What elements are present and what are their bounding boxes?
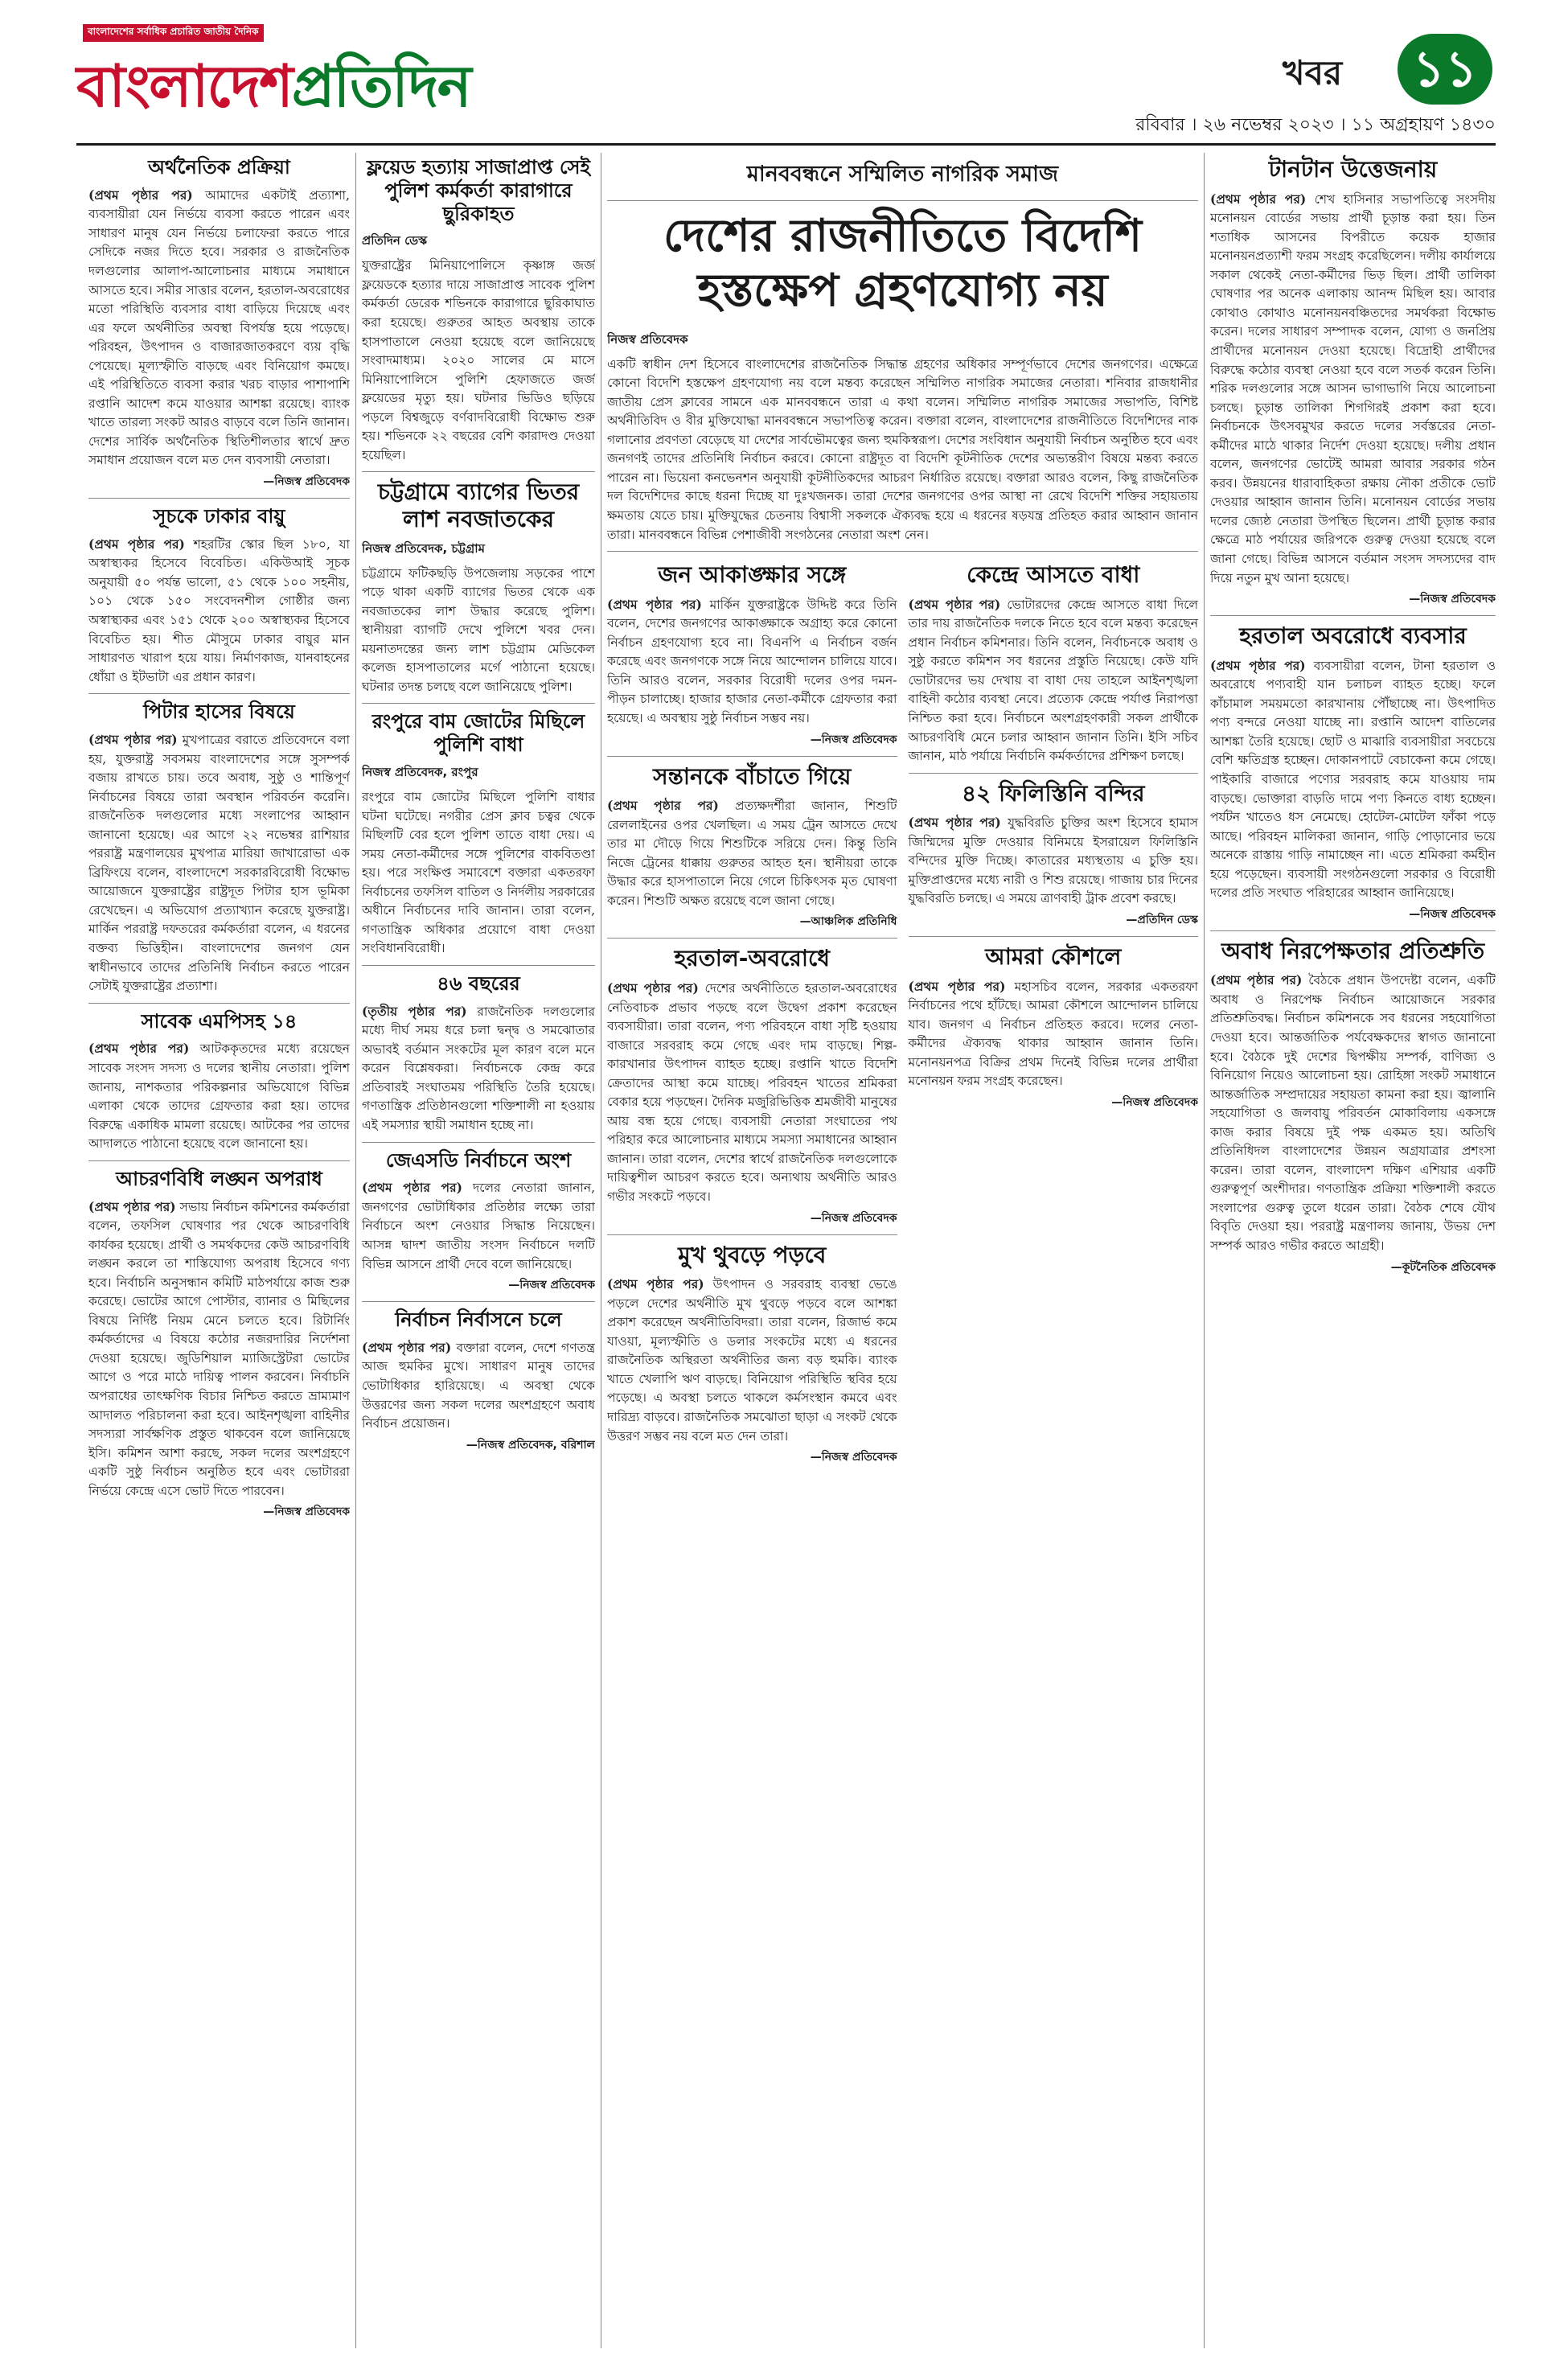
continuation-lead: (প্রথম পৃষ্ঠার পর) xyxy=(362,1339,452,1355)
story-sign: —কূটনৈতিক প্রতিবেদক xyxy=(1390,1260,1496,1274)
story-strategy xyxy=(909,943,1199,1119)
page-number-badge: ১১ xyxy=(1398,34,1492,105)
story-text: দেশের অর্থনীতিতে হরতাল-অবরোধের নেতিবাচক প্রভাব পড়ছে বলে উদ্বেগ প্রকাশ করেছেন ব্যবসায়ীরা। তারা বলেন, পণ্য পরিবহনে বাধা সৃষ্টি হওয়ায় বাজারে সরবরাহ কমে গেছে এবং দাম বাড়ছে। শিল্প-কারখানার উৎপাদন ব্যাহত হচ্ছে। রপ্তানি খাতে বিদেশি ক্রেতাদের আস্থা কমে যাচ্ছে। পরিবহন খাতের শ্রমিকরা বেকার হয়ে পড়ছেন। দৈনিক মজুরিভিত্তিক শ্রমজীবী মানুষের আয় বন্ধ হয়ে গেছে। ব্যবসায়ী নেতারা সংঘাতের পথ পরিহার করে আলোচনার মাধ্যমে সমস্যা সমাধানের আহ্বান জানান। তারা বলেন, দেশের স্বার্থে রাজনৈতিক দলগুলোকে দায়িত্বশীল আচরণ করতে হবে। অন্যথায় অর্থনীতি আরও গভীর সংকটে পড়বে। xyxy=(607,980,897,1204)
story-body xyxy=(607,796,897,910)
continuation-lead: (প্রথম পৃষ্ঠার পর) xyxy=(607,980,699,996)
column-b xyxy=(362,153,595,2348)
center-column xyxy=(607,153,1198,2348)
story-rangpur xyxy=(362,710,595,966)
story-body xyxy=(607,595,897,729)
story-sign: —নিজস্ব প্রতিবেদক xyxy=(810,733,897,746)
story-body xyxy=(909,813,1199,909)
continuation-lead: (প্রথম পৃষ্ঠার পর) xyxy=(1210,657,1306,673)
story-headline[interactable]: জেএসডি নির্বাচনে অংশ xyxy=(385,1148,572,1172)
continuation-lead: (তৃতীয় পৃষ্ঠার পর) xyxy=(362,1003,467,1019)
story-chattogram xyxy=(362,478,595,704)
story-headline[interactable]: ৪৬ বছরের xyxy=(437,971,520,995)
story-body xyxy=(362,1338,595,1434)
masthead xyxy=(0,0,1568,161)
story-46-years xyxy=(362,972,595,1143)
story-election-exile xyxy=(362,1308,595,1461)
logo-part-protidin: প্রতিদিন xyxy=(291,52,470,120)
story-collapse xyxy=(607,1242,897,1474)
continuation-lead: (প্রথম পৃষ্ঠার পর) xyxy=(1210,972,1303,988)
story-headline[interactable]: পিটার হাসের বিষয়ে xyxy=(143,700,295,724)
story-headline[interactable]: সন্তানকে বাঁচাতে গিয়ে xyxy=(653,762,852,790)
lead-story xyxy=(607,153,1198,552)
logo-wordmark xyxy=(76,42,470,130)
story-body xyxy=(607,979,897,1207)
lead-body: একটি স্বাধীন দেশ হিসেবে বাংলাদেশের রাজনৈতিক সিদ্ধান্ত গ্রহণের অধিকার সম্পূর্ণভাবে দেশের জনগণের। এক্ষেত্রে কোনো বিদেশি হস্তক্ষেপ গ্রহণযোগ্য নয় বলে মন্তব্য করেছেন সম্মিলিত নাগরিক সমাজের নেতারা। শনিবার রাজধানীর জাতীয় প্রেস ক্লাবের সামনে এক মানববন্ধনে তারা এ কথা বলেন। সম্মিলিত নাগরিক সমাজের সভাপতি, বিশিষ্ট অর্থনীতিবিদ ও বীর মুক্তিযোদ্ধা মানববন্ধনে সভাপতিত্ব করেন। বক্তারা বলেন, বাংলাদেশের রাজনীতিতে বিদেশিদের নাক গলানোর প্রবণতা বেড়েছে যা দেশের সার্বভৌমত্বের জন্য হুমকিস্বরূপ। দেশের সংবিধান অনুযায়ী নির্বাচন অনুষ্ঠিত হবে এবং জনগণই তাদের প্রতিনিধি নির্বাচন করবে। কোনো রাষ্ট্রদূত বা বিদেশি কূটনীতিক দেশের অভ্যন্তরীণ বিষয়ে মন্তব্য করতে পারেন না। ভিয়েনা কনভেনশন অনুযায়ী কূটনীতিকদের আচরণ নির্ধারিত রয়েছে। বক্তারা আরও বলেন, কিছু রাজনৈতিক দল বিদেশিদের কাছে ধরনা দিচ্ছে যা দুঃখজনক। তারা দেশের জনগণের ওপর আস্থা না রেখে বিদেশি শক্তির সহায়তায় ক্ষমতায় যেতে চায়। মুক্তিযুদ্ধের চেতনায় বিশ্বাসী সকলকে ঐক্যবদ্ধ হয়ে এ ধরনের ষড়যন্ত্র প্রতিহত করার আহ্বান জানান তারা। মানববন্ধনে বিভিন্ন পেশাজীবী সংগঠনের নেতারা অংশ নেন। xyxy=(607,356,1198,542)
newspaper-logo[interactable] xyxy=(76,24,470,153)
story-text: মার্কিন যুক্তরাষ্ট্রকে উদ্দিষ্ট করে তিনি বলেন, দেশের জনগণের আকাঙ্ক্ষাকে অগ্রাহ্য করে কোনো নির্বাচন গ্রহণযোগ্য হবে না। বিএনপি এ নির্বাচন বর্জন করেছে এবং জনগণকে সঙ্গে নিয়ে আন্দোলন চালিয়ে যাবে। তিনি আরও বলেন, সরকার বিরোধী দলের ওপর দমন-পীড়ন চালাচ্ছে। হাজার হাজার নেতা-কর্মীকে গ্রেফতার করা হয়েছে। এ অবস্থায় সুষ্ঠু নির্বাচন সম্ভব নয়। xyxy=(607,597,897,725)
story-headline[interactable]: নির্বাচন নির্বাসনে চলে xyxy=(395,1308,562,1332)
continuation-lead: (প্রথম পৃষ্ঠার পর) xyxy=(908,815,1001,831)
center-grid xyxy=(607,558,1198,1480)
story-headline[interactable]: রংপুরে বাম জোটের মিছিলে পুলিশি বাধা xyxy=(371,710,585,757)
continuation-lead: (প্রথম পৃষ্ঠার পর) xyxy=(607,798,719,814)
story-byline: নিজস্ব প্রতিবেদক, চট্টগ্রাম xyxy=(362,540,485,556)
story-text: বৈঠকে প্রধান উপদেষ্টা বলেন, একটি অবাধ ও নিরপেক্ষ নির্বাচন আয়োজনে সরকার প্রতিশ্রুতিবদ্ধ। নির্বাচন কমিশনকে সব ধরনের সহযোগিতা দেওয়া হবে। আন্তর্জাতিক পর্যবেক্ষকদের স্বাগত জানানো হবে। বৈঠকে দুই দেশের দ্বিপক্ষীয় সম্পর্ক, বাণিজ্য ও বিনিয়োগ নিয়েও আলোচনা হয়। রোহিঙ্গা সংকট সমাধানে আন্তর্জাতিক সম্প্রদায়ের সহায়তা কামনা করা হয়। জ্বালানি সহযোগিতা ও জলবায়ু পরিবর্তন মোকাবিলায় একসঙ্গে কাজ করার বিষয়ে দুই পক্ষ একমত হয়। অতিথি প্রতিনিধিদল বাংলাদেশের উন্নয়ন অগ্রযাত্রার প্রশংসা করেন। তারা বলেন, বাংলাদেশ দক্ষিণ এশিয়ার একটি গুরুত্বপূর্ণ অংশীদার। গণতান্ত্রিক প্রক্রিয়া শক্তিশালী করতে সংলাপের গুরুত্ব তুলে ধরেন তারা। বৈঠক শেষে যৌথ বিবৃতি দেওয়া হয়। পররাষ্ট্র মন্ত্রণালয় জানায়, উভয় দেশ সম্পর্ক আরও গভীর করতে আগ্রহী। xyxy=(1210,973,1496,1254)
story-sign: —নিজস্ব প্রতিবেদক xyxy=(1111,1095,1198,1109)
story-headline[interactable]: সূচকে ঢাকার বায়ু xyxy=(153,505,285,528)
story-sign: —নিজস্ব প্রতিবেদক xyxy=(508,1279,595,1292)
story-headline[interactable]: ফ্লয়েড হত্যায় সাজাপ্রাপ্ত সেই পুলিশ কর্মকর্তা কারাগারে ছুরিকাহত xyxy=(367,156,590,225)
story-headline[interactable]: মুখ থুবড়ে পড়বে xyxy=(678,1241,827,1268)
story-hartal-oborodh xyxy=(607,945,897,1234)
story-sign: —প্রতিদিন ডেস্ক xyxy=(1126,913,1198,926)
story-code-of-conduct xyxy=(88,1168,350,1529)
story-body: যুক্তরাষ্ট্রের মিনিয়াপোলিসে কৃষ্ণাঙ্গ জর্জ ফ্লয়েডকে হত্যার দায়ে সাজাপ্রাপ্ত সাবেক পুলিশ কর্মকর্তা ডেরেক শভিনকে কারাগারে ছুরিকাঘাত করা হয়েছে। গুরুতর আহত অবস্থায় তাকে হাসপাতালে নেওয়া হয়েছে বলে জানিয়েছে সংবাদমাধ্যম। ২০২০ সালের মে মাসে মিনিয়াপোলিসে পুলিশি হেফাজতে জর্জ ফ্লয়েডের মৃত্যু হয়। ঘটনার ভিডিও ছড়িয়ে পড়লে বিশ্বজুড়ে বর্ণবাদবিরোধী বিক্ষোভ শুরু হয়। শভিনকে ২২ বছরের বেশি কারাদণ্ড দেওয়া হয়েছিল। xyxy=(362,258,595,462)
continuation-lead: (প্রথম পৃষ্ঠার পর) xyxy=(908,978,1006,994)
story-sign: —নিজস্ব প্রতিবেদক xyxy=(810,1451,897,1464)
story-text: যুদ্ধবিরতি চুক্তির অংশ হিসেবে হামাস জিম্মিদের মুক্তি দেওয়ার বিনিময়ে ইসরায়েল ফিলিস্তিনি বন্দিদের মুক্তি দিচ্ছে। কাতারের মধ্যস্থতায় এ চুক্তি হয়। মুক্তিপ্রাপ্তদের মধ্যে নারী ও শিশু রয়েছে। গাজায় চার দিনের যুদ্ধবিরতি চলছে। এ সময়ে ত্রাণবাহী ট্রাক প্রবেশ করছে। xyxy=(908,815,1198,906)
story-headline[interactable]: অর্থনৈতিক প্রক্রিয়া xyxy=(148,156,290,179)
story-body xyxy=(1210,971,1496,1255)
story-body xyxy=(1210,190,1496,588)
continuation-lead: (প্রথম পৃষ্ঠার পর) xyxy=(607,1276,704,1292)
story-sign: —আঞ্চলিক প্রতিনিধি xyxy=(799,915,897,929)
story-public-aspiration xyxy=(607,561,897,756)
story-headline[interactable]: আমরা কৌশলে xyxy=(985,943,1122,970)
masthead-rule xyxy=(76,143,1496,146)
story-sign: —নিজস্ব প্রতিবেদক, বরিশাল xyxy=(466,1438,595,1452)
story-text: মুখপাত্রের বরাতে প্রতিবেদনে বলা হয়, যুক্তরাষ্ট্র সবসময় বাংলাদেশের সঙ্গে সুসম্পর্ক বজায় রাখতে চায়। তবে অবাধ, সুষ্ঠু ও শান্তিপূর্ণ নির্বাচনের বিষয়ে তারা অবস্থান পরিবর্তন করেনি। রাজনৈতিক দলগুলোর মধ্যে সংলাপের আহ্বান জানানো হয়েছে। এর আগে ২২ নভেম্বর রাশিয়ার পররাষ্ট্র মন্ত্রণালয়ের মুখপাত্র মারিয়া জাখারোভা এক ব্রিফিংয়ে বলেন, বাংলাদেশে সরকারবিরোধী বিক্ষোভ আয়োজনে যুক্তরাষ্ট্রের রাষ্ট্রদূত পিটার হাস ভূমিকা রেখেছেন। এ অভিযোগ প্রত্যাখ্যান করেছে যুক্তরাষ্ট্র। মার্কিন পররাষ্ট্র দফতরের কর্মকর্তারা বলেন, এ ধরনের বক্তব্য ভিত্তিহীন। বাংলাদেশের জনগণ যেন স্বাধীনভাবে তাদের প্রতিনিধি নির্বাচন করতে পারেন সেটাই যুক্তরাষ্ট্রের প্রত্যাশা। xyxy=(88,732,350,994)
continuation-lead: (প্রথম পৃষ্ঠার পর) xyxy=(1210,191,1307,207)
story-body xyxy=(88,1197,350,1501)
story-sign: —নিজস্ব প্রতিবেদক xyxy=(810,1211,897,1225)
logo-part-bangladesh: বাংলাদেশ xyxy=(76,52,292,120)
story-text: রাজনৈতিক দলগুলোর মধ্যে দীর্ঘ সময় ধরে চলা দ্বন্দ্ব ও সমঝোতার অভাবই বর্তমান সংকটের মূল কারণ বলে মনে করেন বিশ্লেষকরা। নির্বাচনকে কেন্দ্র করে প্রতিবারই সংঘাতময় পরিস্থিতি তৈরি হয়েছে। গণতান্ত্রিক প্রতিষ্ঠানগুলো শক্তিশালী না হওয়ায় এই সমস্যার স্থায়ী সমাধান হচ্ছে না। xyxy=(362,1004,595,1133)
story-body xyxy=(362,1178,595,1274)
story-text: আমাদের একটাই প্রত্যাশা, ব্যবসায়ীরা যেন নির্ভয়ে ব্যবসা করতে পারেন এবং সাধারণ মানুষ যেন নির্ভয়ে চলাফেরা করতে পারে সেদিকে নজর দিতে হবে। সরকার ও রাজনৈতিক দলগুলোর আলাপ-আলোচনার মাধ্যমে সমাধানে আসতে হবে। সমীর সাত্তার বলেন, হরতাল-অবরোধের মতো পরিস্থিতি ব্যবসার বাধা বাড়িয়ে দিয়েছে এবং এর ফলে অর্থনীতির অবস্থা বিপর্যস্ত হয়ে পড়েছে। পরিবহন, উৎপাদন ও বাজারজাতকরণে ব্যয় বৃদ্ধি পেয়েছে। মূল্যস্ফীতি বাড়ছে এবং বিনিয়োগ কমছে। এই পরিস্থিতিতে ব্যবসা করার খরচ বাড়ার পাশাপাশি রপ্তানি আদেশ কমে যাওয়ার আশঙ্কা রয়েছে। ব্যাংক খাতে তারল্য সংকট আরও বাড়বে বলে তিনি জানান। দেশের সার্বিক অর্থনৈতিক স্থিতিশীলতার স্বার্থে দ্রুত সমাধান প্রয়োজন বলে মত দেন ব্যবসায়ী নেতারা। xyxy=(88,187,350,468)
continuation-lead: (প্রথম পৃষ্ঠার পর) xyxy=(88,187,193,203)
continuation-lead: (প্রথম পৃষ্ঠার পর) xyxy=(362,1180,462,1196)
story-headline[interactable]: ৪২ ফিলিস্তিনি বন্দির xyxy=(961,779,1145,807)
story-sign: —নিজস্ব প্রতিবেদক xyxy=(263,475,350,488)
story-text: প্রত্যক্ষদর্শীরা জানান, শিশুটি রেললাইনের ওপর খেলছিল। এ সময় ট্রেন আসতে দেখে তার মা দৌড়ে গিয়ে শিশুটিকে সরিয়ে দেন। কিন্তু তিনি নিজে ট্রেনের ধাক্কায় গুরুতর আহত হন। স্থানীয়রা তাকে উদ্ধার করে হাসপাতালে নিয়ে গেলে চিকিৎসক মৃত ঘোষণা করেন। শিশুটি অক্ষত রয়েছে বলে জানা গেছে। xyxy=(607,799,897,908)
story-peter-haas xyxy=(88,700,350,1003)
story-text: মহাসচিব বলেন, সরকার একতরফা নির্বাচনের পথে হাঁটছে। আমরা কৌশলে আন্দোলন চালিয়ে যাব। জনগণ এ নির্বাচন প্রতিহত করবে। দলের নেতা-কর্মীদের ঐক্যবদ্ধ থাকার আহ্বান জানান তিনি। মনোনয়নপত্র বিক্রির প্রথম দিনেই বিভিন্ন দলের প্রার্থীরা মনোনয়ন ফরম সংগ্রহ করেছেন। xyxy=(908,979,1198,1089)
story-neutrality xyxy=(1210,938,1496,1284)
story-body xyxy=(909,595,1199,766)
center-grid-right xyxy=(909,558,1199,1480)
story-sign: —নিজস্ব প্রতিবেদক xyxy=(1409,907,1496,921)
story-former-mp xyxy=(88,1010,350,1161)
continuation-lead: (প্রথম পৃষ্ঠার পর) xyxy=(607,596,702,612)
lead-kicker: মানববন্ধনে সম্মিলিত নাগরিক সমাজ xyxy=(607,153,1198,201)
story-floyd xyxy=(362,156,595,472)
lead-headline[interactable]: দেশের রাজনীতিতে বিদেশি হস্তক্ষেপ গ্রহণযোগ্য নয় xyxy=(663,210,1142,318)
story-body: রংপুরে বাম জোটের মিছিলে পুলিশি বাধার ঘটনা ঘটেছে। নগরীর প্রেস ক্লাব চত্বর থেকে মিছিলটি বের হলে পুলিশ তাতে বাধা দেয়। এ সময় নেতা-কর্মীদের সঙ্গে পুলিশের বাকবিতণ্ডা হয়। পরে সংক্ষিপ্ত সমাবেশে বক্তারা একতরফা নির্বাচনের তফসিল বাতিল ও নির্দলীয় সরকারের অধীনে নির্বাচনের দাবি জানান। তারা বলেন, গণতান্ত্রিক অধিকার প্রয়োগে বাধা দেওয়া সংবিধানবিরোধী। xyxy=(362,790,595,956)
story-headline[interactable]: জন আকাঙ্ক্ষার সঙ্গে xyxy=(658,561,847,589)
story-headline[interactable]: টানটান উত্তেজনায় xyxy=(1268,156,1438,183)
story-business xyxy=(1210,622,1496,931)
column-a xyxy=(88,153,350,2348)
story-text: উৎপাদন ও সরবরাহ ব্যবস্থা ভেঙে পড়লে দেশের অর্থনীতি মুখ থুবড়ে পড়বে বলে আশঙ্কা প্রকাশ করেছেন অর্থনীতিবিদরা। তারা বলেন, রিজার্ভ কমে যাওয়া, মূল্যস্ফীতি ও ডলার সংকটের মধ্যে এ ধরনের রাজনৈতিক অস্থিরতা অর্থনীতির জন্য বড় হুমকি। ব্যাংক খাতে খেলাপি ঋণ বাড়ছে। বিনিয়োগ পরিস্থিতি স্থবির হয়ে পড়েছে। এ অবস্থা চলতে থাকলে কর্মসংস্থান কমবে এবং দারিদ্র্য বাড়বে। রাজনৈতিক সমঝোতা ছাড়া এ সংকট থেকে উত্তরণ সম্ভব নয় বলে মত দেন তারা। xyxy=(607,1277,897,1444)
continuation-lead: (প্রথম পৃষ্ঠার পর) xyxy=(88,1198,176,1214)
story-dhaka-air xyxy=(88,505,350,694)
story-jsd xyxy=(362,1149,595,1303)
column-e xyxy=(1210,153,1496,2348)
lead-byline: নিজস্ব প্রতিবেদক xyxy=(607,331,688,347)
story-text: ব্যবসায়ীরা বলেন, টানা হরতাল ও অবরোধে পণ্যবাহী যান চলাচল ব্যাহত হচ্ছে। ফলে কাঁচামাল সময়মতো কারখানায় পৌঁছাচ্ছে না। উৎপাদিত পণ্য বন্দরে নেওয়া যাচ্ছে না। রপ্তানি আদেশ বাতিলের আশঙ্কা তৈরি হয়েছে। ছোট ও মাঝারি ব্যবসায়ীরা সবচেয়ে বেশি ক্ষতিগ্রস্ত হচ্ছেন। দোকানপাটে বেচাকেনা কমে গেছে। পাইকারি বাজারে পণ্যের সরবরাহ কমে যাওয়ায় দাম বাড়ছে। ভোক্তারা বাড়তি দামে পণ্য কিনতে বাধ্য হচ্ছেন। পর্যটন খাতেও ধস নেমেছে। হোটেল-মোটেল ফাঁকা পড়ে আছে। পরিবহন মালিকরা জানান, গাড়ি পোড়ানোর ভয়ে অনেকে রাস্তায় গাড়ি নামাচ্ছেন না। এতে শ্রমিকরা কর্মহীন হয়ে পড়েছেন। ব্যবসায়ী সংগঠনগুলো সরকার ও বিরোধী দলের প্রতি সংঘাত পরিহারের আহ্বান জানিয়েছে। xyxy=(1210,658,1496,901)
story-headline[interactable]: সাবেক এমপিসহ ১৪ xyxy=(141,1009,298,1033)
story-text: সভায় নির্বাচন কমিশনের কর্মকর্তারা বলেন, তফসিল ঘোষণার পর থেকে আচরণবিধি কার্যকর হয়েছে। প্রার্থী ও সমর্থকদের কেউ আচরণবিধি লঙ্ঘন করলে তা শাস্তিযোগ্য অপরাধ হিসেবে গণ্য হবে। নির্বাচনি অনুসন্ধান কমিটি মাঠপর্যায়ে কাজ শুরু করেছে। ভোটের আগে পোস্টার, ব্যানার ও মিছিলের বিষয়ে নির্দিষ্ট নিয়ম মেনে চলতে হবে। রিটার্নিং কর্মকর্তাদের এ বিষয়ে কঠোর নজরদারির নির্দেশনা দেওয়া হয়েছে। জুডিশিয়াল ম্যাজিস্ট্রেটরা ভোটের আগে ও পরে মাঠে দায়িত্ব পালন করবেন। নির্বাচনি অপরাধের তাৎক্ষণিক বিচার নিশ্চিত করতে ভ্রাম্যমাণ আদালত পরিচালনা করা হবে। আইনশৃঙ্খলা বাহিনীর সদস্যরা সার্বক্ষণিক প্রস্তুত থাকবেন বলে জানিয়েছে ইসি। কমিশন আশা করছে, সকল দলের অংশগ্রহণে একটি সুষ্ঠু নির্বাচন অনুষ্ঠিত হবে এবং ভোটাররা নির্ভয়ে কেন্দ্রে এসে ভোট দিতে পারবেন। xyxy=(88,1199,350,1498)
story-headline[interactable]: হরতাল অবরোধে ব্যবসার xyxy=(1239,622,1467,650)
continuation-lead: (প্রথম পৃষ্ঠার পর) xyxy=(88,731,178,747)
story-body xyxy=(88,535,350,687)
story-body xyxy=(607,1275,897,1446)
story-body xyxy=(88,730,350,996)
story-text: দলের নেতারা জানান, জনগণের ভোটাধিকার প্রতিষ্ঠার লক্ষ্যে তারা নির্বাচনে অংশ নেওয়ার সিদ্ধান্ত নিয়েছেন। আসন্ন দ্বাদশ জাতীয় সংসদ নির্বাচনে দলটি বিভিন্ন আসনে প্রার্থী দেবে বলে জানিয়েছে। xyxy=(362,1181,595,1271)
story-headline[interactable]: আচরণবিধি লঙ্ঘন অপরাধ xyxy=(116,1167,322,1190)
column-divider xyxy=(355,153,356,2348)
column-divider xyxy=(1204,153,1205,2348)
story-economy xyxy=(88,156,350,499)
story-body xyxy=(1210,656,1496,903)
story-byline: প্রতিদিন ডেস্ক xyxy=(362,233,428,248)
section-label: খবর xyxy=(1283,53,1343,92)
logo-tagline-text: বাংলাদেশের সর্বাধিক প্রচারিত জাতীয় দৈনিক xyxy=(83,24,264,42)
story-headline[interactable]: চট্টগ্রামে ব্যাগের ভিতর লাশ নবজাতকের xyxy=(377,478,580,532)
story-body: চট্টগ্রামে ফটিকছড়ি উপজেলায় সড়কের পাশে পড়ে থাকা একটি ব্যাগের ভিতর থেকে এক নবজাতকের লাশ উদ্ধার করেছে পুলিশ। স্থানীয়রা ব্যাগটি দেখে পুলিশে খবর দেন। ময়নাতদন্তের জন্য লাশ চট্টগ্রাম মেডিকেল কলেজ হাসপাতালের মর্গে পাঠানো হয়েছে। ঘটনার তদন্ত চলছে বলে জানিয়েছে পুলিশ। xyxy=(362,565,595,694)
story-text: বক্তারা বলেন, দেশে গণতন্ত্র আজ হুমকির মুখে। সাধারণ মানুষ তাদের ভোটাধিকার হারিয়েছে। এ অবস্থা থেকে উত্তরণের জন্য সকল দলের অংশগ্রহণে অবাধ নির্বাচন প্রয়োজন। xyxy=(362,1340,595,1431)
story-text: আটককৃতদের মধ্যে রয়েছেন সাবেক সংসদ সদস্য ও দলের স্থানীয় নেতারা। পুলিশ জানায়, নাশকতার পরিকল্পনার অভিযোগে বিভিন্ন এলাকা থেকে তাদের গ্রেফতার করা হয়। তাদের বিরুদ্ধে একাধিক মামলা রয়েছে। আটকের পর তাদের আদালতে পাঠানো হয়েছে বলে জানানো হয়। xyxy=(88,1041,350,1152)
story-headline[interactable]: অবাধ নিরপেক্ষতার প্রতিশ্রুতি xyxy=(1221,937,1485,964)
story-sign: —নিজস্ব প্রতিবেদক xyxy=(1409,593,1496,606)
dateline: রবিবার । ২৬ নভেম্বর ২০২৩ । ১১ অগ্রহায়ণ ১৪৩০ xyxy=(1135,115,1496,135)
center-grid-left xyxy=(607,558,897,1480)
story-body xyxy=(909,977,1199,1091)
story-saving-child xyxy=(607,763,897,939)
story-text: শেখ হাসিনার সভাপতিত্বে সংসদীয় মনোনয়ন বোর্ডের সভায় প্রার্থী চূড়ান্ত করা হয়। তিন শতাধিক আসনের বিপরীতে কয়েক হাজার মনোনয়নপ্রত্যাশী ফরম সংগ্রহ করেছিলেন। দলীয় কার্যালয়ে সকাল থেকেই নেতা-কর্মীদের ভিড় ছিল। প্রার্থী তালিকা ঘোষণার পর অনেক এলাকায় আনন্দ মিছিল হয়। আবার কোথাও কোথাও মনোনয়নবঞ্চিতদের সমর্থকরা বিক্ষোভ করেন। দলের সাধারণ সম্পাদক বলেন, যোগ্য ও জনপ্রিয় প্রার্থীদের মনোনয়ন দেওয়া হয়েছে। বিদ্রোহী প্রার্থীদের বিরুদ্ধে কঠোর ব্যবস্থা নেওয়া হবে বলে সতর্ক করেন তিনি। শরিক দলগুলোর সঙ্গে আসন ভাগাভাগি নিয়ে আলোচনা চলছে। চূড়ান্ত তালিকা শিগগিরই প্রকাশ করা হবে। নির্বাচনকে উৎসবমুখর করতে দলের সর্বস্তরের নেতা-কর্মীদের মাঠে থাকার নির্দেশ দেওয়া হয়েছে। দলীয় প্রধান বলেন, জনগণের ভোটেই আমরা আবার সরকার গঠন করব। উন্নয়নের ধারাবাহিকতা রক্ষায় নৌকা প্রতীকে ভোট দেওয়ার আহ্বান জানান তিনি। মনোনয়ন বোর্ডের সভায় দলের জ্যেষ্ঠ নেতারা উপস্থিত ছিলেন। প্রার্থী চূড়ান্ত করার ক্ষেত্রে মাঠ পর্যায়ের জরিপকে গুরুত্ব দেওয়া হয়েছে বলে জানা গেছে। বিভিন্ন আসনে বর্তমান সংসদ সদস্যদের বাদ দিয়ে নতুন মুখ আনা হয়েছে। xyxy=(1210,191,1496,585)
continuation-lead: (প্রথম পৃষ্ঠার পর) xyxy=(88,536,185,552)
story-text: ভোটারদের কেন্দ্রে আসতে বাধা দিলে তার দায় রাজনৈতিক দলকে নিতে হবে বলে মন্তব্য করেছেন প্রধান নির্বাচন কমিশনার। তিনি বলেন, নির্বাচনকে অবাধ ও সুষ্ঠু করতে কমিশন সব ধরনের প্রস্তুতি নিয়েছে। কেউ যদি ভোটারদের ভয় দেখায় বা বাধা দেয় তাহলে আইনশৃঙ্খলা বাহিনী কঠোর ব্যবস্থা নেবে। প্রত্যেক কেন্দ্রে পর্যাপ্ত নিরাপত্তা নিশ্চিত করা হবে। নির্বাচনে অংশগ্রহণকারী সকল প্রার্থীকে আচরণবিধি মেনে চলার আহ্বান জানান তিনি। ইসি সচিব জানান, মাঠ পর্যায়ে নির্বাচনি কর্মকর্তাদের প্রশিক্ষণ চলছে। xyxy=(908,597,1198,764)
story-body xyxy=(362,1002,595,1136)
continuation-lead: (প্রথম পৃষ্ঠার পর) xyxy=(908,596,1001,612)
story-sign: —নিজস্ব প্রতিবেদক xyxy=(263,1505,350,1519)
story-body xyxy=(88,186,350,470)
story-headline[interactable]: হরতাল-অবরোধে xyxy=(674,945,830,972)
continuation-lead: (প্রথম পৃষ্ঠার পর) xyxy=(88,1041,190,1057)
story-body xyxy=(88,1039,350,1153)
story-42-prisoners xyxy=(909,780,1199,937)
story-tension xyxy=(1210,156,1496,616)
story-center-access xyxy=(909,561,1199,774)
story-text: শহরটির স্কোর ছিল ১৮০, যা অস্বাস্থ্যকর হিসেবে বিবেচিত। একিউআই সূচক অনুযায়ী ৫০ পর্যন্ত ভালো, ৫১ থেকে ১০০ সহনীয়, ১০১ থেকে ১৫০ সংবেদনশীল গোষ্ঠীর জন্য অস্বাস্থ্যকর এবং ১৫১ থেকে ২০০ অস্বাস্থ্যকর হিসেবে বিবেচিত হয়। শীত মৌসুমে ঢাকার বায়ুর মান সাধারণত খারাপ হয়ে যায়। নির্মাণকাজ, যানবাহনের ধোঁয়া ও ইটভাটা এর প্রধান কারণ। xyxy=(88,536,350,684)
logo-tagline xyxy=(83,24,269,42)
story-headline[interactable]: কেন্দ্রে আসতে বাধা xyxy=(967,561,1140,589)
story-byline: নিজস্ব প্রতিবেদক, রংপুর xyxy=(362,765,478,780)
